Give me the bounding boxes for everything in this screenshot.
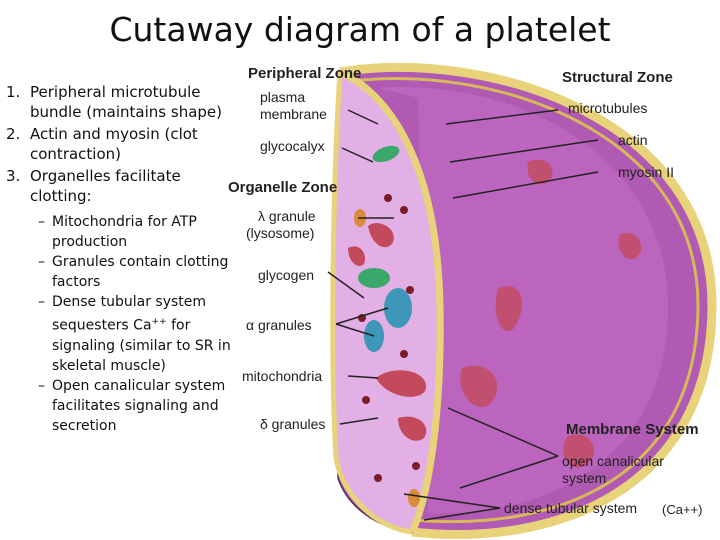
microtubules-label: microtubules (568, 100, 648, 116)
lambda-granule (408, 489, 420, 507)
page-title: Cutaway diagram of a platelet (109, 10, 611, 49)
sub-bullet-mitochondria (38, 212, 231, 252)
bullet-text: Peripheral microtubule bundle (maintains shape) (30, 83, 222, 121)
sub-bullet-canalicular (38, 376, 231, 436)
myosin-label: myosin II (618, 164, 675, 180)
bullet-text: Organelles facilitate clotting: (30, 167, 181, 205)
dash-marker: – (38, 377, 45, 394)
bullet-text: Actin and myosin (clot contraction) (30, 125, 198, 163)
plasma-membrane-label-1: plasma (260, 89, 306, 105)
dense-granule (362, 396, 370, 404)
dense-tubular-label: dense tubular system (504, 500, 638, 516)
bullet-item-3 (6, 166, 231, 436)
sub-bullet-text-end: for signaling (similar to SR in skeletal muscle) (52, 317, 231, 374)
dense-granule (400, 350, 408, 358)
ocs-label-2: system (562, 470, 607, 486)
plasma-membrane-label-2: membrane (260, 106, 327, 122)
bullet-number: 3. (6, 167, 21, 185)
bullet-number: 2. (6, 125, 21, 143)
actin-label: actin (618, 132, 648, 148)
mitochondria-label: mitochondria (242, 368, 323, 384)
delta-granules-label: δ granules (260, 416, 326, 432)
lambda-granule-label-2: (lysosome) (246, 225, 315, 241)
alpha-granule (384, 288, 412, 328)
dash-marker: – (38, 214, 45, 230)
sub-bullet-text-start: Dense tubular system sequesters Ca (52, 294, 207, 334)
organelle-zone-heading: Organelle Zone (228, 179, 338, 196)
membrane-system-heading: Membrane System (566, 421, 699, 438)
dense-granule (406, 286, 414, 294)
peripheral-zone-heading: Peripheral Zone (248, 65, 362, 82)
dense-granule (384, 194, 392, 202)
dense-granule (374, 474, 382, 482)
dash-marker: – (38, 294, 45, 310)
bullet-list (6, 82, 231, 438)
alpha-granules-label: α granules (246, 317, 312, 333)
sub-bullet-text: Open canalicular system facilitates signaling and secretion (52, 377, 226, 434)
mitochondrion (358, 268, 390, 288)
platelet-diagram (228, 58, 720, 540)
ocs-label-1: open canalicular (562, 453, 664, 469)
dash-marker: – (38, 254, 45, 270)
glycocalyx-label: glycocalyx (260, 138, 325, 154)
bullet-number: 1. (6, 83, 21, 101)
calcium-label: (Ca++) (662, 502, 703, 517)
sub-bullet-text: Granules contain clotting factors (52, 254, 229, 290)
glycogen-label: glycogen (258, 267, 315, 283)
sub-bullet-text: Mitochondria for ATP production (52, 214, 197, 250)
structural-zone-heading: Structural Zone (562, 69, 673, 86)
bullet-item-2 (6, 124, 231, 164)
sub-bullet-list (38, 212, 231, 436)
dense-granule (412, 462, 420, 470)
superscript-charge: ++ (151, 317, 167, 327)
sub-bullet-dense-tubular (38, 292, 231, 376)
dense-granule (400, 206, 408, 214)
sub-bullet-granules (38, 252, 231, 292)
lambda-granule-label-1: λ granule (258, 208, 316, 224)
bullet-item-1 (6, 82, 231, 122)
